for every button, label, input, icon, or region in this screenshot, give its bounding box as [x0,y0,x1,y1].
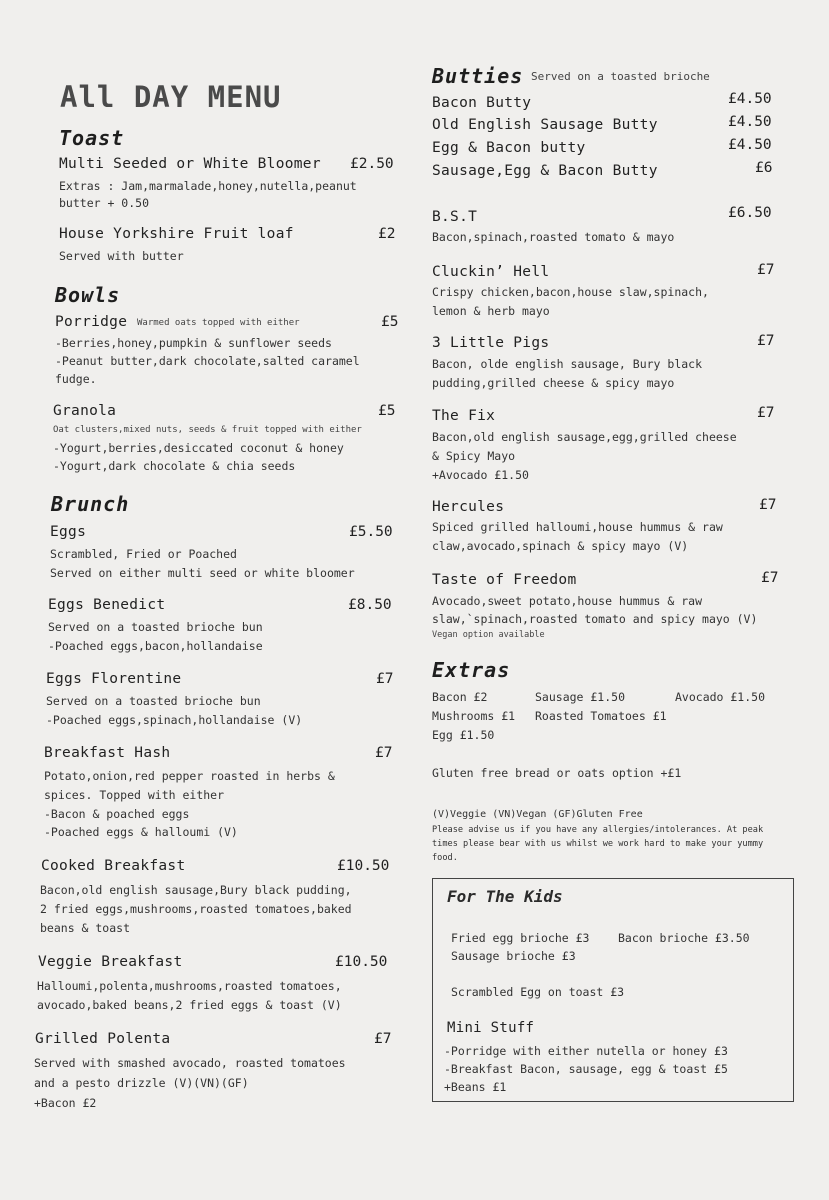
porridge-option-1: -Berries,honey,pumpkin & sunflower seeds [55,336,332,350]
section-toast-heading: Toast [59,126,125,150]
egg-bacon-butty-name: Egg & Bacon butty [432,140,586,156]
mini-stuff-2: -Breakfast Bacon, sausage, egg & toast £5 [444,1062,728,1076]
mini-stuff-3: +Beans £1 [444,1080,507,1094]
bst-name: B.S.T [432,209,478,225]
fix-desc-1: Bacon,old english sausage,egg,grilled cheese [432,430,737,444]
extra-mushrooms: Mushrooms £1 [432,709,516,723]
kids-heading: For The Kids [447,887,563,906]
eggs-desc-2: Served on either multi seed or white bloomer [50,566,355,580]
mini-stuff-1: -Porridge with either nutella or honey £3 [444,1044,728,1058]
allergy-note-2: times please bear with us whilst we work hard to make your yummy [432,839,764,849]
eggs-price: £5.50 [349,524,393,540]
extra-egg: Egg £1.50 [432,728,495,742]
benedict-price: £8.50 [348,597,392,613]
cooked-desc-2: 2 fried eggs,mushrooms,roasted tomatoes,baked [40,902,352,916]
kids-fried-egg: Fried egg brioche £3 [451,931,590,945]
hash-desc-1: Potato,onion,red pepper roasted in herbs & [44,769,335,783]
porridge-price: £5 [381,314,399,330]
sausage-butty-name: Old English Sausage Butty [432,117,658,133]
freedom-vegan-note: Vegan option available [432,630,545,640]
florentine-desc-1: Served on a toasted brioche bun [46,694,261,708]
freedom-price: £7 [761,570,779,586]
florentine-price: £7 [376,671,394,687]
porridge-note: Warmed oats topped with either [137,318,300,328]
florentine-desc-2: -Poached eggs,spinach,hollandaise (V) [46,713,303,727]
hash-desc-3: -Bacon & poached eggs [44,807,190,821]
cluckin-price: £7 [757,262,775,278]
pigs-desc-1: Bacon, olde english sausage, Bury black [432,357,703,371]
freedom-name: Taste of Freedom [432,572,577,588]
freedom-desc-1: Avocado,sweet potato,house hummus & raw [432,594,703,608]
dietary-key: (V)Veggie (VN)Vegan (GF)Gluten Free [432,809,643,820]
hash-desc-2: spices. Topped with either [44,788,225,802]
polenta-price: £7 [374,1031,392,1047]
bst-price: £6.50 [728,205,772,221]
hash-price: £7 [375,745,393,761]
hercules-desc-2: claw,avocado,spinach & spicy mayo (V) [432,539,689,553]
hercules-desc-1: Spiced grilled halloumi,house hummus & raw [432,520,723,534]
cooked-desc-3: beans & toast [40,921,131,935]
eggs-name: Eggs [50,524,87,540]
granola-name: Granola [53,403,117,419]
sausage-butty-price: £4.50 [728,114,772,130]
eggs-desc-1: Scrambled, Fried or Poached [50,547,237,561]
porridge-option-2: -Peanut butter,dark chocolate,salted caramel [55,354,360,368]
seb-butty-name: Sausage,Egg & Bacon Butty [432,163,658,179]
florentine-name: Eggs Florentine [46,671,182,687]
fix-desc-3: +Avocado £1.50 [432,468,529,482]
hash-desc-4: -Poached eggs & halloumi (V) [44,825,238,839]
bacon-butty-price: £4.50 [728,91,772,107]
extra-bacon: Bacon £2 [432,690,488,704]
granola-option-2: -Yogurt,dark chocolate & chia seeds [53,459,296,473]
section-brunch-heading: Brunch [51,492,130,516]
kids-sausage-brioche: Sausage brioche £3 [451,949,576,963]
extra-tomatoes: Roasted Tomatoes £1 [535,709,667,723]
fix-price: £7 [757,405,775,421]
polenta-desc-2: and a pesto drizzle (V)(VN)(GF) [34,1076,249,1090]
mini-stuff-heading: Mini Stuff [447,1020,535,1036]
cooked-name: Cooked Breakfast [41,858,186,874]
fix-desc-2: & Spicy Mayo [432,449,516,463]
veggie-price: £10.50 [335,954,388,970]
toast-multi-price: £2.50 [350,156,394,172]
page-title: All DAY MENU [60,80,282,114]
fix-name: The Fix [432,408,496,424]
polenta-desc-1: Served with smashed avocado, roasted tomatoes [34,1056,346,1070]
granola-option-1: -Yogurt,berries,desiccated coconut & honey [53,441,344,455]
granola-price: £5 [378,403,396,419]
cluckin-desc-1: Crispy chicken,bacon,house slaw,spinach, [432,285,709,299]
freedom-desc-2: slaw,`spinach,roasted tomato and spicy mayo (V) [432,612,758,626]
cluckin-desc-2: lemon & herb mayo [432,304,550,318]
toast-fruit-price: £2 [378,226,396,242]
extra-avocado: Avocado £1.50 [675,690,766,704]
section-butties-heading: Butties [432,64,524,88]
allergy-note-1: Please advise us if you have any allergies/intolerances. At peak [432,825,764,835]
bst-desc: Bacon,spinach,roasted tomato & mayo [432,230,675,244]
polenta-desc-3: +Bacon £2 [34,1096,97,1110]
cooked-price: £10.50 [337,858,390,874]
butties-subheading: Served on a toasted brioche [531,70,710,83]
veggie-desc-1: Halloumi,polenta,mushrooms,roasted tomatoes, [37,979,342,993]
hercules-name: Hercules [432,499,505,515]
cluckin-name: Cluckin’ Hell [432,264,550,280]
pigs-price: £7 [757,333,775,349]
extra-sausage: Sausage £1.50 [535,690,626,704]
kids-menu-box [432,878,794,1102]
granola-note: Oat clusters,mixed nuts, seeds & fruit topped with either [53,425,362,435]
bacon-butty-name: Bacon Butty [432,95,532,111]
hash-name: Breakfast Hash [44,745,171,761]
toast-multi-extras-1: Extras : Jam,marmalade,honey,nutella,peanut [59,179,357,193]
porridge-name: Porridge [55,314,128,330]
toast-fruit-desc: Served with butter [59,249,184,263]
kids-scrambled: Scrambled Egg on toast £3 [451,985,625,999]
allergy-note-3: food. [432,853,458,863]
benedict-desc-1: Served on a toasted brioche bun [48,620,263,634]
benedict-desc-2: -Poached eggs,bacon,hollandaise [48,639,263,653]
pigs-desc-2: pudding,grilled cheese & spicy mayo [432,376,675,390]
toast-fruit-name: House Yorkshire Fruit loaf [59,226,294,242]
pigs-name: 3 Little Pigs [432,335,550,351]
veggie-name: Veggie Breakfast [38,954,183,970]
hercules-price: £7 [759,497,777,513]
toast-multi-name: Multi Seeded or White Bloomer [59,156,321,172]
toast-multi-extras-2: butter + 0.50 [59,196,150,210]
benedict-name: Eggs Benedict [48,597,166,613]
seb-butty-price: £6 [755,160,773,176]
egg-bacon-butty-price: £4.50 [728,137,772,153]
section-bowls-heading: Bowls [55,283,121,307]
veggie-desc-2: avocado,baked beans,2 fried eggs & toast (V) [37,998,342,1012]
cooked-desc-1: Bacon,old english sausage,Bury black pudding, [40,883,352,897]
polenta-name: Grilled Polenta [35,1031,171,1047]
kids-bacon-brioche: Bacon brioche £3.50 [618,931,750,945]
gluten-free-option: Gluten free bread or oats option +£1 [432,766,682,780]
section-extras-heading: Extras [432,658,511,682]
porridge-option-3: fudge. [55,372,97,386]
